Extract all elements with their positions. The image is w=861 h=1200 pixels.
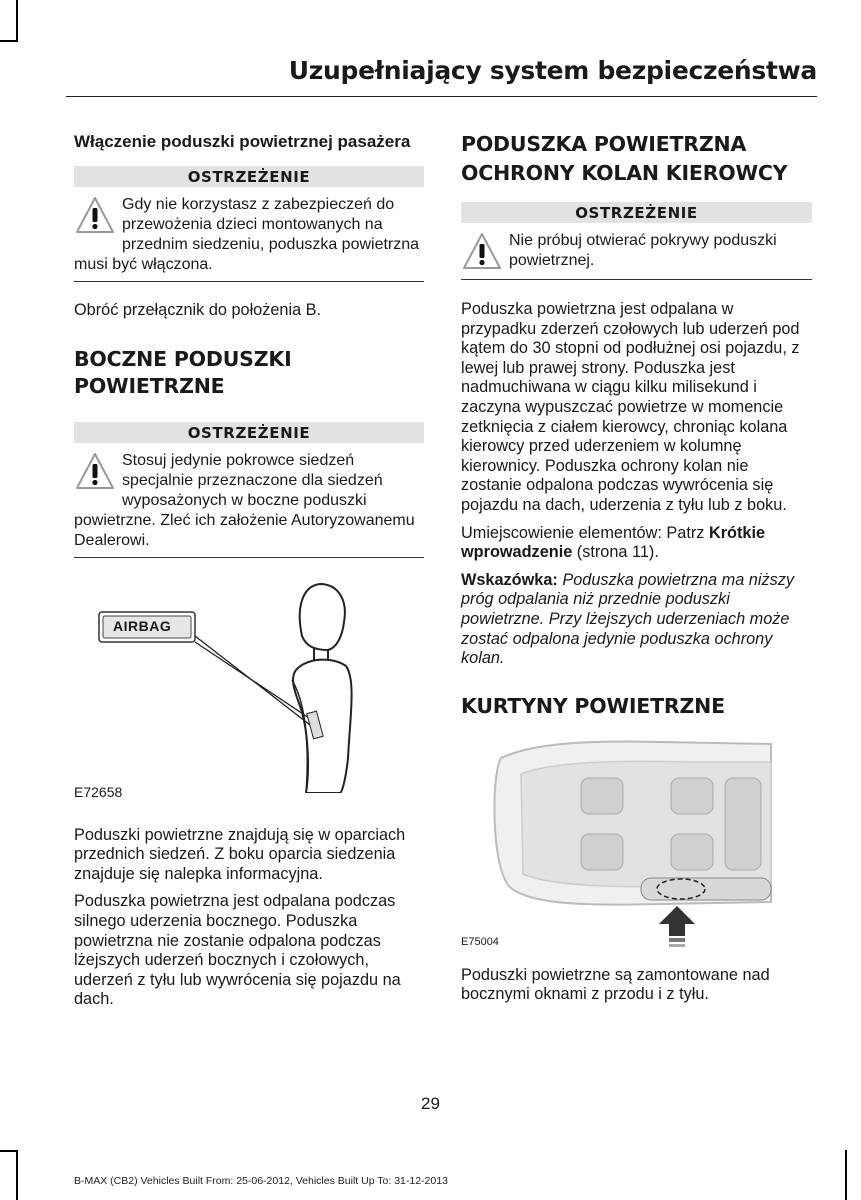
right-column — [461, 130, 812, 1005]
paragraph-switch: Obróć przełącznik do położenia B. — [74, 301, 322, 319]
heading-curtain-airbags: KURTYNY POWIETRZNE — [461, 693, 725, 718]
heading-side-airbags: BOCZNE PODUSZKI POWIETRZNE — [74, 346, 292, 398]
warning-box-knee — [461, 202, 812, 280]
crop-mark-bottom-left-v — [16, 1150, 18, 1200]
car-top-view-illustration — [461, 738, 812, 948]
warning-label: OSTRZEŻENIE — [74, 422, 424, 443]
warning-text: Gdy nie korzystasz z zabezpieczeń do przewożenia dzieci montowanych na przednim siedzeniu, poduszka powietrzna musi być włączona. — [74, 196, 420, 273]
warning-label: OSTRZEŻENIE — [461, 202, 812, 223]
paragraph-note — [461, 571, 812, 669]
location-link[interactable]: Krótkie wprowadzenie — [461, 523, 766, 562]
location-prefix: Umiejscowienie elementów: Patrz — [461, 523, 709, 542]
warning-text: Stosuj jedynie pokrowce siedzeń specjalnie przeznaczone dla siedzeń wyposażonych w boczne poduszki powietrzne. Zleć ich założenie Autoryzowanemu Dealerowi. — [74, 451, 415, 549]
paragraph-knee-deploy: Poduszka powietrzna jest odpalana w przypadku zderzeń czołowych lub uderzeń pod kątem do 30 stopni od podłużnej osi pojazdu, z lewej lub prawej strony. Poduszka jest nadmuchiwana w ciągu kilku milisekund i zaczyna wypuszczać powietrze w momencie zetknięcia z ciałem kierowcy, chroniąc kolana kierowcy przed uderzeniem w kolumnę kierownicy. Poduszka ochrony kolan nie zostanie odpalona podczas wywrócenia się pojazdu na dach, uderzenia z tyłu lub z boku. — [461, 300, 800, 514]
left-column — [74, 118, 424, 1010]
figure-label-tag: AIRBAG — [113, 617, 172, 634]
warning-rule — [74, 557, 424, 558]
figure-code: E72658 — [74, 783, 123, 800]
heading-knee-airbag: PODUSZKA POWIETRZNA OCHRONY KOLAN KIEROWCY — [461, 132, 788, 185]
crop-mark-bottom-left-h — [0, 1150, 18, 1152]
warning-body — [461, 223, 812, 279]
paragraph-side-deploy: Poduszka powietrzna jest odpalana podczas silnego uderzenia bocznego. Poduszka powietrzna nie zostanie odpalona podczas lżejszych uderzeń bocznych i czołowych, uderzeń z tyłu lub wywrócenia się pojazdu na dach. — [74, 892, 401, 1009]
warning-box-passenger — [74, 166, 424, 282]
page-number: 29 — [421, 1094, 440, 1113]
curtain-airbag-figure — [461, 738, 812, 958]
warning-text: Nie próbuj otwierać pokrywy poduszki powietrznej. — [509, 232, 777, 269]
warning-rule — [461, 279, 812, 280]
title-rule — [66, 96, 817, 97]
paragraph-location — [461, 524, 812, 563]
crop-mark-top-left-h — [0, 40, 18, 42]
warning-triangle-icon — [74, 451, 116, 493]
paragraph-curtain: Poduszki powietrzne są zamontowane nad bocznymi oknami z przodu i z tyłu. — [461, 965, 770, 1004]
figure-code: E75004 — [461, 935, 499, 948]
warning-triangle-icon — [74, 195, 116, 237]
subheading-passenger-airbag: Włączenie poduszki powietrznej pasażera — [74, 132, 411, 151]
warning-body — [74, 443, 424, 557]
note-text: Poduszka powietrzna ma niższy próg odpalania niż przednie poduszki powietrzne. Przy lżejszych uderzeniach może zostać odpalona jedynie poduszka ochrony kolan. — [461, 570, 795, 668]
crop-mark-bottom-right-v — [845, 1150, 847, 1200]
location-suffix: (strona 11). — [572, 543, 659, 562]
footer-vehicle-info: B-MAX (CB2) Vehicles Built From: 25-06-2012, Vehicles Built Up To: 31-12-2013 — [74, 1175, 448, 1187]
warning-body — [74, 187, 424, 281]
paragraph-side-location: Poduszki powietrzne znajdują się w oparciach przednich siedzeń. Z boku oparcia siedzenia znajduje się nalepka informacyjna. — [74, 825, 406, 883]
warning-rule — [74, 281, 424, 282]
warning-triangle-icon — [461, 231, 503, 273]
crop-mark-top-left-v — [16, 0, 18, 40]
page-title: Uzupełniający system bezpieczeństwa — [288, 56, 817, 85]
note-label: Wskazówka: — [461, 570, 558, 589]
warning-box-side — [74, 422, 424, 558]
seat-illustration — [74, 578, 424, 793]
seat-airbag-figure — [74, 578, 424, 816]
warning-label: OSTRZEŻENIE — [74, 166, 424, 187]
